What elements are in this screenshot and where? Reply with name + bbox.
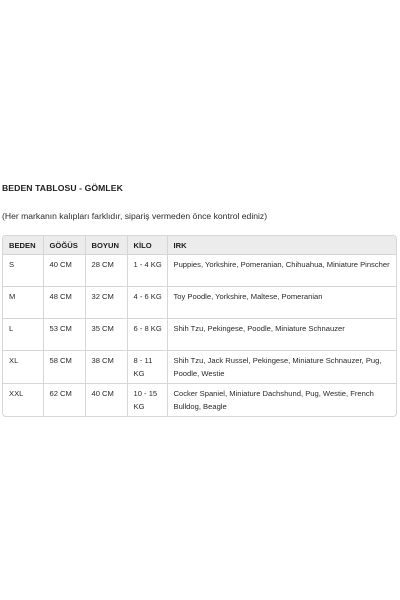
cell-breed: Shih Tzu, Jack Russel, Pekingese, Miniature Schnauzer, Pug, Poodle, Westie bbox=[167, 351, 396, 384]
cell-size: M bbox=[3, 287, 43, 319]
cell-weight: 8 - 11 KG bbox=[127, 351, 167, 384]
table-row bbox=[3, 287, 396, 319]
cell-neck: 38 CM bbox=[85, 351, 127, 384]
cell-size: S bbox=[3, 255, 43, 287]
cell-size: XXL bbox=[3, 384, 43, 417]
table-row bbox=[3, 255, 396, 287]
cell-weight: 4 - 6 KG bbox=[127, 287, 167, 319]
size-note: (Her markanın kalıpları farklıdır, sipariş vermeden önce kontrol ediniz) bbox=[2, 211, 268, 221]
cell-breed: Puppies, Yorkshire, Pomeranian, Chihuahua, Miniature Pinscher bbox=[167, 255, 396, 287]
cell-breed: Shih Tzu, Pekingese, Poodle, Miniature Schnauzer bbox=[167, 319, 396, 351]
cell-weight: 10 - 15 KG bbox=[127, 384, 167, 417]
cell-weight: 1 - 4 KG bbox=[127, 255, 167, 287]
cell-neck: 35 CM bbox=[85, 319, 127, 351]
size-table-container bbox=[2, 235, 397, 417]
size-table bbox=[3, 236, 396, 416]
cell-size: XL bbox=[3, 351, 43, 384]
cell-chest: 48 CM bbox=[43, 287, 85, 319]
table-row bbox=[3, 351, 396, 384]
cell-neck: 32 CM bbox=[85, 287, 127, 319]
column-header-weight: KİLO bbox=[127, 236, 167, 255]
column-header-breed: IRK bbox=[167, 236, 396, 255]
table-row bbox=[3, 319, 396, 351]
cell-breed: Cocker Spaniel, Miniature Dachshund, Pug, Westie, French Bulldog, Beagle bbox=[173, 389, 374, 411]
table-header-row bbox=[3, 236, 396, 255]
table-row bbox=[3, 384, 396, 417]
cell-chest: 53 CM bbox=[43, 319, 85, 351]
cell-chest: 58 CM bbox=[43, 351, 85, 384]
cell-chest: 40 CM bbox=[43, 255, 85, 287]
page-title: BEDEN TABLOSU - GÖMLEK bbox=[2, 183, 123, 193]
cell-chest: 62 CM bbox=[43, 384, 85, 417]
cell-neck: 28 CM bbox=[85, 255, 127, 287]
column-header-neck: BOYUN bbox=[85, 236, 127, 255]
column-header-size: BEDEN bbox=[3, 236, 43, 255]
cell-size: L bbox=[3, 319, 43, 351]
column-header-chest: GÖĞÜS bbox=[43, 236, 85, 255]
cell-breed: Toy Poodle, Yorkshire, Maltese, Pomeranian bbox=[167, 287, 396, 319]
cell-weight: 6 - 8 KG bbox=[127, 319, 167, 351]
cell-neck: 40 CM bbox=[85, 384, 127, 417]
